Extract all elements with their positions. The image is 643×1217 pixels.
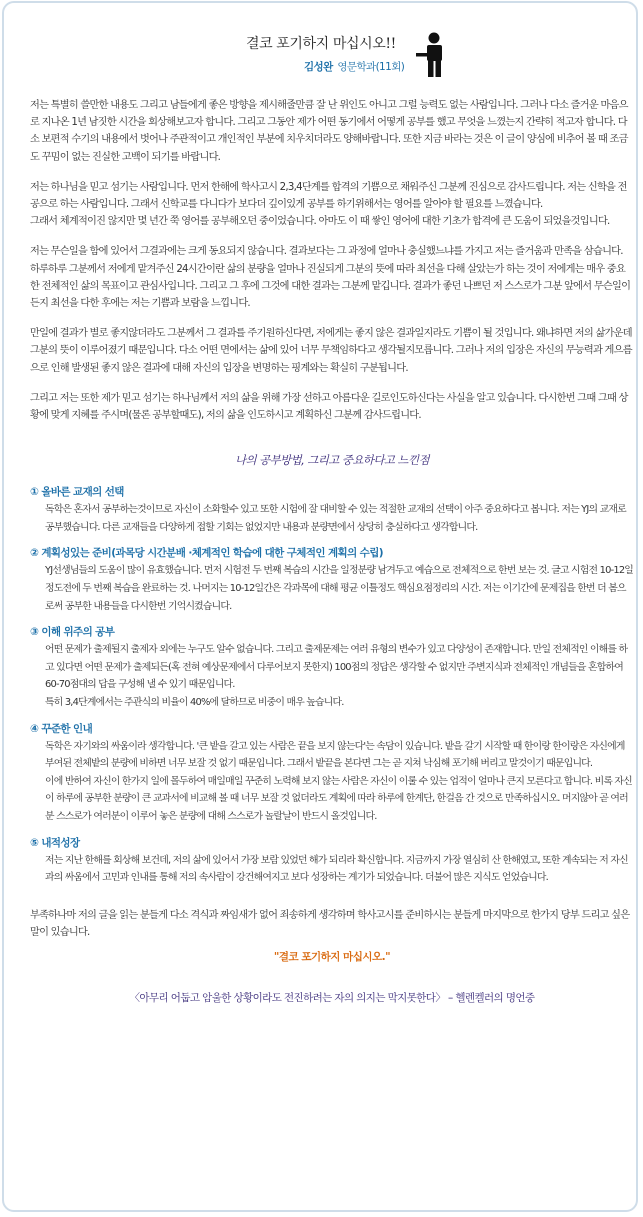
method-item (30, 721, 634, 826)
method-item-title: ① 올바른 교재의 선택 (30, 486, 124, 499)
method-item (30, 484, 634, 536)
method-item-body: 독학은 자기와의 싸움이라 생각합니다. '큰 밭을 갈고 있는 사람은 끝을 보지 않는다'는 속담이 있습니다. 밭을 갈기 시작할 때 한이랑 한이랑은 자신에게 부여된 전체밭의 분량에 비하면 너무 보잘 것 없기 때문입니다. 그래서 밭끝을 본다면 그는 곧 지쳐 낙심해 포기해 버리고 말것이기 때문입니다. (45, 740, 625, 770)
highlight-quote: "결코 포기하지 마십시오." (273, 951, 391, 964)
intro-paragraph: 저는 특별히 쓸만한 내용도 그리고 남들에게 좋은 방향을 제시해줄만큼 잘 난 위인도 아니고 그럴 능력도 없는 사람입니다. 그러나 다소 즐거운 마음으로 지나온 1년 남짓한 시간을 회상해보고자 합니다. 그리고 그동안 제가 어떤 동기에서 어떻게 공부를 했고 무엇을 느꼈는지 간략히 적고자 합니다. 다소 보편적 수기의 내용에서 벗어나 주관적이고 개인적인 부분에 치우치더라도 양해바랍니다. 또한 지금 바라는 것은 이 글이 양심에 비추어 볼 때 조금도 꾸밈이 없는 진실한 고백이 되기를 바랍니다. (30, 100, 628, 163)
closing-paragraph: 부족하나마 저의 글을 읽는 분들게 다소 격식과 짜임새가 없어 죄송하게 생각하며 학사고시를 준비하시는 분들게 마지막으로 한가지 당부 드리고 싶은 말이 있습니다. (30, 909, 630, 938)
method-item (30, 835, 634, 887)
article-title: 결코 포기하지 마십시오!! (246, 36, 396, 52)
author-line (304, 59, 404, 74)
method-item (30, 545, 634, 615)
method-item-title: ③ 이해 위주의 공부 (30, 626, 115, 639)
intro-paragraph: 그래서 체계적이진 않지만 몇 년간 쭉 영어를 공부해오던 중이었습니다. 아마도 이 때 쌓인 영어에 대한 기초가 합격에 큰 도움이 되었을것입니다. (30, 216, 610, 228)
article-frame (2, 1, 638, 1212)
method-item-title: ② 계획성있는 준비(과목당 시간분배 ·체계적인 학습에 대한 구체적인 계획의 수립) (30, 547, 383, 560)
method-item (30, 624, 634, 711)
intro-paragraph: 만일에 결과가 별로 좋지않더라도 그분께서 그 결과를 주기원하신다면, 저에게는 좋지 않은 결과일지라도 기쁨이 될 것입니다. 왜냐하면 저의 삶가운데 그분의 뜻이 이루어졌기 때문입니다. 다소 어떤 면에서는 삶에 있어 너무 무책임하다고 생각될지모릅니다. 그러나 저의 입장은 자신의 무능력과 게으름으로 인해 발생된 좋지 않은 결과에 대해 자신의 입장을 변명하는 핑계와는 확실히 구분됩니다. (30, 328, 632, 374)
method-section-title: 나의 공부방법, 그리고 중요하다고 느낀점 (235, 453, 429, 468)
intro-paragraph: 그리고 저는 또한 제가 믿고 섬기는 하나님께서 저의 삶을 위해 가장 선하고 아름다운 길로인도하신다는 사실을 알고 있습니다. 다시한번 그때 그때 상황에 맞게 지혜를 주시며(물론 공부할때도), 저의 삶을 인도하시고 계획하신 그분께 감사드립니다. (30, 392, 628, 422)
method-item-body: 어떤 문제가 출제될지 출제자 외에는 누구도 알수 없습니다. 그리고 출제문제는 여러 유형의 변수가 있고 다양성이 존재합니다. 만일 전체적인 이해를 하고 있다면 어떤 문제가 출제되든(혹 전혀 예상문제에서 다루어보지 못한지) 100점의 정답은 생각할 수 없지만 주변지식과 전체적인 개념들을 혼합하여 60-70점대의 답을 구성해 낼 수 있기 때문입니다. (45, 644, 628, 691)
standing-person-icon (412, 31, 452, 79)
proverb-quote: 〈아무리 어둡고 암울한 상황이라도 전진하려는 자의 의지는 막지못한다〉 – 헬렌켈러의 명언중 (129, 992, 535, 1005)
method-item-body: YJ선생님들의 도움이 많이 유효했습니다. 먼저 시험전 두 번째 복습의 시간을 일정분량 남겨두고 예습으로 전체적으로 한번 보는 것. 글고 시험전 10-12일 정도전에 두 번째 복습을 완료하는 것. 나머지는 10-12일간은 각과목에 대해 평균 이틀정도 핵심요점정리의 시간. 저는 이기간에 문제집을 한번 더 봄으로써 공부한 내용들을 다시한번 기억시켰습니다. (45, 565, 634, 612)
author-name: 김성완 (304, 61, 333, 73)
author-department: 영문학과(11회) (337, 61, 405, 73)
article-content (30, 97, 634, 1005)
method-item-title: ④ 꾸준한 인내 (30, 722, 93, 735)
method-item-body: 저는 지난 한해를 회상해 보건데, 저의 삶에 있어서 가장 보람 있었던 해가 되리라 확신합니다. 지금까지 가장 열심히 산 한해였고, 또한 계속되는 저 자신과의 싸움에서 고민과 인내를 통해 저의 속사람이 강건해여지고 보다 성장하는 계기가 되었습니다. 더불어 많은 지식도 얻었습니다. (45, 854, 628, 884)
article-header (4, 3, 636, 83)
method-item-body: 특히 3,4단계에서는 주관식의 비율이 40%에 달하므로 비중이 매우 높습니다. (45, 697, 344, 708)
intro-paragraph: 저는 무슨일을 함에 있어서 그결과에는 크게 동요되지 않습니다. 결과보다는 그 과정에 얼마나 충실했느냐를 가지고 저는 즐거움과 만족을 삼습니다. 하루하루 그분께서 저에게 맡겨주신 24시간이란 삶의 분량을 얼마나 진실되게 그분의 뜻에 따라 최선을 다해 살았는가 하는 것이 저에게는 매우 중요한 전체적인 삶의 목표이고 관심사입니다. 그리고 그 후에 그것에 대한 결과는 그분께 맡깁니다. 결과가 좋던 나쁘던 저 스스로가 그분 앞에서 무슨일이든지 최선을 다한 후에는 저는 기쁨과 보람을 느낍니다. (30, 246, 631, 310)
intro-paragraph: 저는 하나님을 믿고 섬기는 사람입니다. 먼저 한해에 학사고시 2,3,4단계를 합격의 기쁨으로 채워주신 그분께 진심으로 감사드립니다. 저는 신학을 전공으로 하는 사람입니다. 그래서 신학교를 다니다가 보다더 깊이있게 공부를 하기위해서는 영어를 알아야 할 필요를 느꼈습니다. (30, 181, 627, 211)
method-item-body: 이에 반하여 자신이 한가지 일에 몰두하여 매일매일 꾸준히 노력해 보지 않는 사람은 자신이 이룰 수 있는 업적이 얼마나 큰지 모른다고 합니다. 비록 자신이 하루에 공부한 분량이 큰 교과서에 비교해 볼 때 너무 보잘 것 없더라도 계획에 따라 하루에 한계단, 한걸음 간 것으로 만족하십시오. 머지않아 곧 여러분 스스로가 여러분이 이루어 놓은 분량에 대해 스스로가 놀랄날이 반드시 올것입니다. (45, 775, 632, 822)
method-item-title: ⑤ 내적성장 (30, 836, 80, 849)
method-item-body: 독학은 혼자서 공부하는것이므로 자신이 소화할수 있고 또한 시험에 잘 대비할 수 있는 적절한 교재의 선택이 아주 중요하다고 봅니다. 저는 YJ의 교재로 공부했습니다. 다른 교재들을 다양하게 접할 기회는 없었지만 내용과 분량면에서 상당히 충실하다고 생각합니다. (45, 504, 626, 533)
